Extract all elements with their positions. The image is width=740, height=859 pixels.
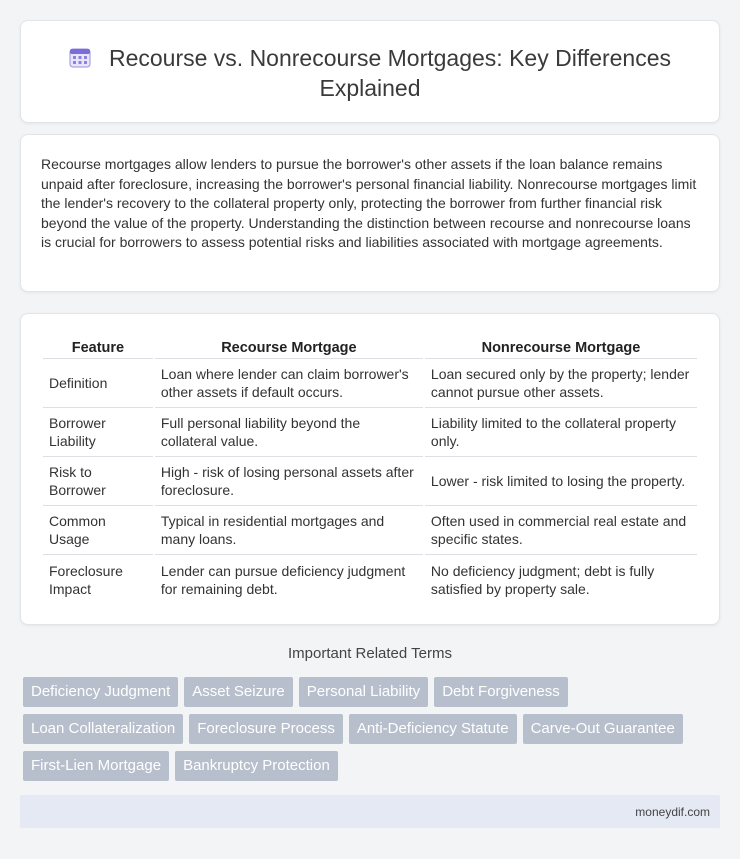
related-terms-title: Important Related Terms	[288, 645, 452, 662]
intro-paragraph: Recourse mortgages allow lenders to pursue the borrower's other assets if the loan balance remains unpaid after foreclosure, increasing the borrower's personal financial liability. Nonrecourse mortgages limit the lender's recovery to the collateral property only, protecting the borrower from further financial risk beyond the value of the property. Understanding the distinction between recourse and nonrecourse loans is crucial for borrowers to assess potential risks and liabilities associated with mortgage agreements.	[41, 156, 697, 251]
tag-bankruptcy-protection[interactable]: Bankruptcy Protection	[175, 751, 338, 781]
page-title: Recourse vs. Nonrecourse Mortgages: Key Differences Explained	[108, 45, 672, 101]
page-title-wrap	[21, 43, 719, 103]
footer	[20, 795, 720, 828]
feature-cell: Borrower Liability	[43, 408, 153, 457]
recourse-cell: Loan where lender can claim borrower's other assets if default occurs.	[155, 359, 423, 408]
header-feature: Feature	[43, 333, 153, 359]
table-header-row	[43, 333, 697, 359]
table-row	[43, 359, 697, 408]
recourse-cell: Lender can pursue deficiency judgment for remaining debt.	[160, 562, 406, 597]
tag-personal-liability[interactable]: Personal Liability	[299, 677, 428, 707]
intro-card	[20, 134, 720, 292]
tag-row	[23, 714, 723, 744]
tag-row	[23, 751, 723, 781]
recourse-cell: Full personal liability beyond the collateral value.	[155, 408, 423, 457]
nonrecourse-cell: Lower - risk limited to losing the property.	[425, 457, 697, 506]
tag-anti-deficiency-statute[interactable]: Anti-Deficiency Statute	[349, 714, 517, 744]
comparison-table	[41, 333, 699, 604]
related-terms-tags	[23, 677, 723, 788]
tag-asset-seizure[interactable]: Asset Seizure	[184, 677, 293, 707]
footer-source: moneydif.com	[635, 805, 710, 819]
feature-cell: Definition	[43, 359, 153, 408]
nonrecourse-cell: Liability limited to the collateral property only.	[425, 408, 697, 457]
tag-loan-collateralization[interactable]: Loan Collateralization	[23, 714, 183, 744]
nonrecourse-cell: No deficiency judgment; debt is fully satisfied by property sale.	[430, 562, 655, 597]
recourse-cell: Typical in residential mortgages and many loans.	[155, 506, 423, 555]
nonrecourse-cell: Loan secured only by the property; lender cannot pursue other assets.	[425, 359, 697, 408]
tag-row	[23, 677, 723, 707]
tag-carve-out-guarantee[interactable]: Carve-Out Guarantee	[523, 714, 683, 744]
tag-deficiency-judgment[interactable]: Deficiency Judgment	[23, 677, 178, 707]
feature-cell: Risk to Borrower	[43, 457, 153, 506]
nonrecourse-cell: Often used in commercial real estate and specific states.	[425, 506, 697, 555]
comparison-table-card	[20, 313, 720, 625]
header-recourse: Recourse Mortgage	[155, 333, 423, 359]
title-card	[20, 20, 720, 123]
tag-debt-forgiveness[interactable]: Debt Forgiveness	[434, 677, 568, 707]
feature-cell: Common Usage	[43, 506, 153, 555]
tag-foreclosure-process[interactable]: Foreclosure Process	[189, 714, 343, 744]
table-row	[43, 555, 697, 604]
calendar-grid-icon	[69, 45, 91, 67]
table-row	[43, 408, 697, 457]
table-row	[43, 506, 697, 555]
header-nonrecourse: Nonrecourse Mortgage	[425, 333, 697, 359]
table-row	[43, 457, 697, 506]
recourse-cell: High - risk of losing personal assets after foreclosure.	[155, 457, 423, 506]
tag-first-lien-mortgage[interactable]: First-Lien Mortgage	[23, 751, 169, 781]
feature-cell: Foreclosure Impact	[49, 562, 123, 597]
